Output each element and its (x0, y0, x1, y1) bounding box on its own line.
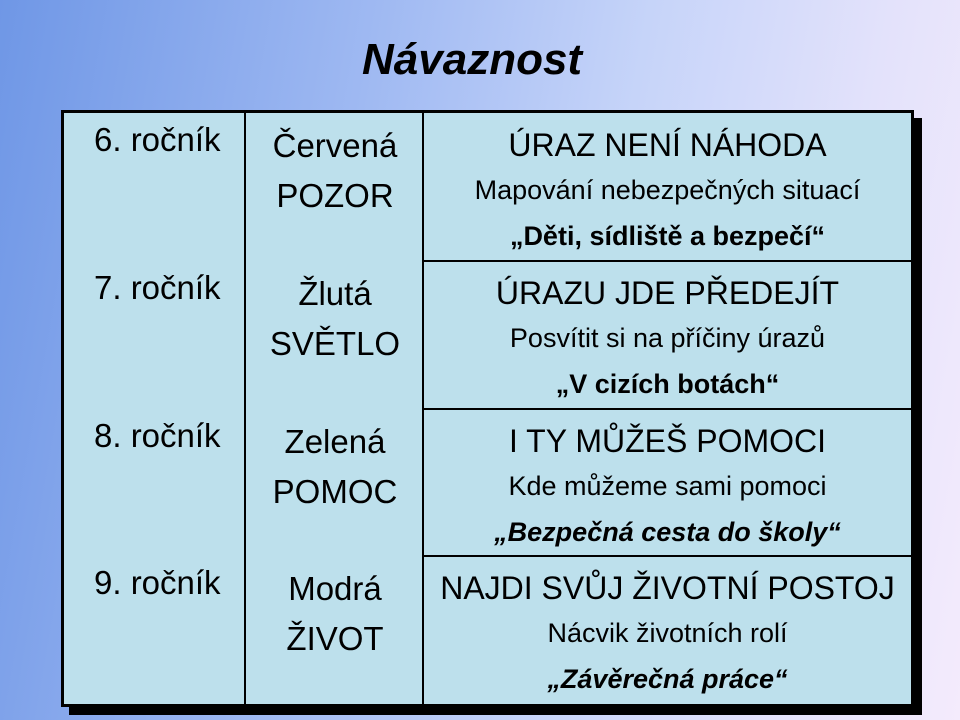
color-name: Modrá (288, 570, 382, 607)
color-cell (246, 121, 424, 221)
color-name: Zelená (284, 423, 386, 460)
theme-word: SVĚTLO (269, 325, 401, 362)
continuity-table (61, 110, 914, 707)
color-name: Červená (272, 127, 398, 164)
color-cell (246, 269, 424, 369)
topic-cell (424, 271, 911, 407)
grade-label: 9. ročník (94, 564, 221, 601)
topic-heading: NAJDI SVŮJ ŽIVOTNÍ POSTOJ (440, 570, 895, 606)
theme-word: POMOC (272, 473, 398, 510)
color-name: Žlutá (298, 275, 372, 312)
topic-description: Nácvik životních rolí (547, 618, 788, 648)
topic-description: Posvítit si na příčiny úrazů (509, 323, 826, 353)
project-name: „V cizích botách“ (555, 369, 780, 399)
grade-label: 8. ročník (94, 417, 221, 454)
grade-label: 7. ročník (94, 269, 221, 306)
project-name: „Děti, sídliště a bezpečí“ (509, 221, 826, 251)
table-row (64, 261, 911, 408)
topic-description: Mapování nebezpečných situací (474, 175, 861, 205)
topic-cell (424, 419, 911, 555)
table-row (64, 113, 911, 260)
table-row (64, 556, 911, 703)
topic-heading: I TY MŮŽEŠ POMOCI (508, 423, 827, 459)
table-row (64, 409, 911, 556)
topic-cell (424, 566, 911, 702)
page-title: Návaznost (362, 35, 583, 84)
project-name: „Závěrečná práce“ (547, 664, 788, 694)
theme-word: POZOR (276, 177, 394, 214)
grade-label: 6. ročník (94, 121, 221, 158)
topic-heading: ÚRAZ NENÍ NÁHODA (508, 127, 827, 163)
topic-description: Kde můžeme sami pomoci (508, 471, 827, 501)
theme-word: ŽIVOT (286, 620, 384, 657)
color-cell (246, 564, 424, 664)
topic-cell (424, 123, 911, 259)
color-cell (246, 417, 424, 517)
project-name: „Bezpečná cesta do školy“ (494, 517, 841, 547)
topic-heading: ÚRAZU JDE PŘEDEJÍT (495, 275, 840, 311)
